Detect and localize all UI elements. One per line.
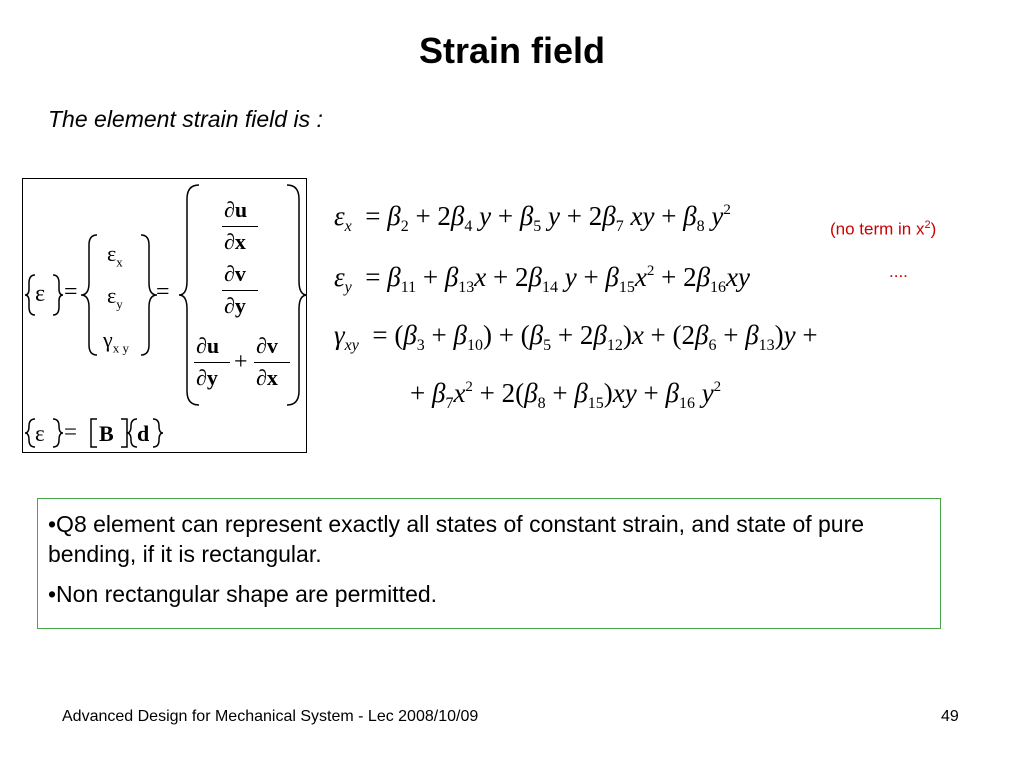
fraction-bar [254, 362, 290, 363]
component-eps-y: $\varepsilon_y$ [107, 283, 123, 312]
equation-eps-x: $\varepsilon_x = \beta_2 + 2\beta_4$ $y + \beta_5$ $y + 2\beta_7$ xy + $\beta_8$ $y^2$ [334, 201, 731, 235]
displacement-vector-symbol: d [137, 421, 150, 446]
equals-sign: = [64, 419, 77, 444]
equation-gamma-xy-continued: + $\beta_7x^2 + 2(\beta_8 + \beta_{15})xy + \beta_{16}$ $y^2$ [410, 378, 722, 412]
bullet-item: •Non rectangular shape are permitted. [48, 581, 438, 607]
denominator-dx: ∂x [256, 365, 278, 390]
denominator-dy: ∂y [224, 293, 246, 318]
denominator-dx: ∂x [224, 229, 246, 254]
equals-sign: = [64, 279, 78, 305]
denominator-dy: ∂y [196, 365, 218, 390]
slide-title: Strain field [418, 30, 606, 71]
strain-vector-symbol: ε [35, 281, 46, 307]
fraction-bar [222, 290, 258, 291]
strain-matrix-box [22, 178, 307, 453]
equation-eps-y: $\varepsilon_y = \beta_{11} + \beta_{13}x + 2\beta_{14}$ $y + \beta_{15}x^2 + 2\beta_{16}xy$ [334, 262, 751, 296]
matrix-braces [23, 179, 308, 454]
plus-sign: + [234, 349, 248, 375]
continuation-dots: .... [889, 262, 908, 281]
bullet-item: •Q8 element can represent exactly all states of constant strain, and state of pure bending, if it is rectangular. [48, 511, 865, 567]
numerator-dv: ∂v [224, 261, 246, 286]
numerator-du: ∂u [224, 197, 248, 222]
fraction-bar [194, 362, 230, 363]
b-matrix-symbol: B [99, 421, 114, 446]
strain-vector-symbol: ε [35, 421, 45, 446]
intro-text: The element strain field is : [48, 106, 323, 132]
note-no-x2-term: (no term in $x^2$) [830, 219, 937, 239]
component-gamma-xy: $\gamma_{x y}$ [103, 327, 129, 356]
equals-sign: = [156, 279, 170, 305]
remarks-box [37, 498, 941, 629]
fraction-bar [222, 226, 258, 227]
component-eps-x: $\varepsilon_x$ [107, 241, 123, 270]
numerator-du: ∂u [196, 333, 220, 358]
page-number: 49 [941, 708, 959, 725]
footer-course: Advanced Design for Mechanical System - Lec 2008/10/09 [62, 708, 479, 725]
numerator-dv: ∂v [256, 333, 278, 358]
equation-gamma-xy: $\gamma_{xy} = (\beta_3 + \beta_{10}) + (\beta_5 + 2\beta_{12})x + (2\beta_6 + \beta_{13})y$ + [334, 320, 818, 354]
